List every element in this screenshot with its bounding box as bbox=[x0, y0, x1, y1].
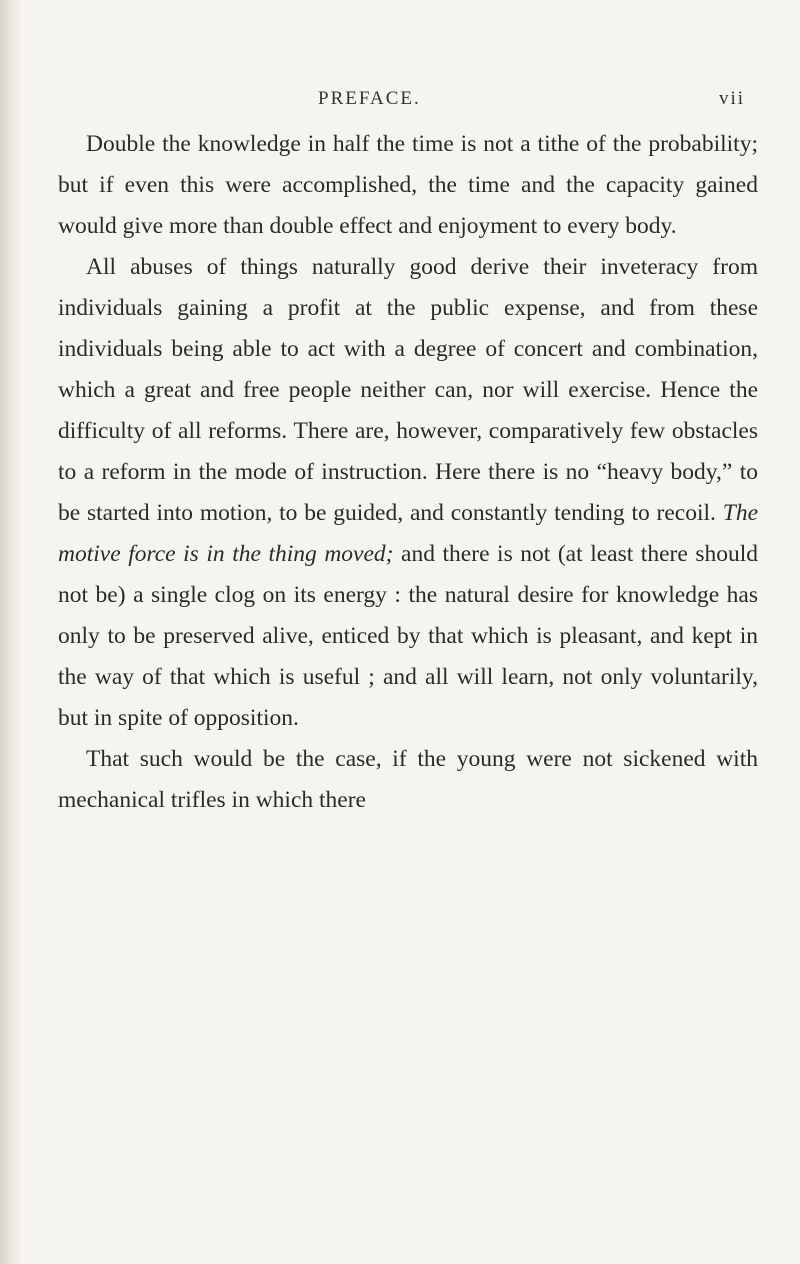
page-header bbox=[0, 88, 800, 118]
binding-gutter-shadow bbox=[0, 0, 22, 1264]
paragraph-1-text: Double the knowledge in half the time is not a tithe of the probability; but if even this were accomplished, the time and the capacity gained would give more than double effect and enjoyment to every body. bbox=[58, 131, 758, 239]
paragraph-1 bbox=[58, 124, 758, 247]
paragraph-2-text-continued: and there is not (at least there should not be) a single clog on its energy : the natural desire for knowledge has only to be preserved alive, enticed by that which is pleasant, and kept in the way of that which is useful ; and all will learn, not only voluntarily, but in spite of opposition. bbox=[58, 541, 758, 731]
paragraph-3 bbox=[58, 739, 758, 821]
paragraph-3-text: That such would be the case, if the young were not sickened with mechanical trifles in which there bbox=[58, 746, 758, 813]
page-number: vii bbox=[719, 88, 746, 109]
running-head: PREFACE. bbox=[318, 88, 421, 109]
body-text bbox=[58, 124, 758, 821]
paragraph-2 bbox=[58, 247, 758, 739]
paragraph-2-text: All abuses of things naturally good derive their inveteracy from individuals gaining a profit at the public expense, and from these individuals being able to act with a degree of concert and combination, which a great and free people neither can, nor will exercise. Hence the difficulty of all reforms. There are, however, comparatively few obstacles to a reform in the mode of instruction. Here there is no “heavy body,” to be started into motion, to be guided, and constantly tending to recoil. bbox=[58, 254, 758, 526]
paragraph-2-italic-phrase: The motive force is in the thing moved; bbox=[58, 500, 758, 567]
